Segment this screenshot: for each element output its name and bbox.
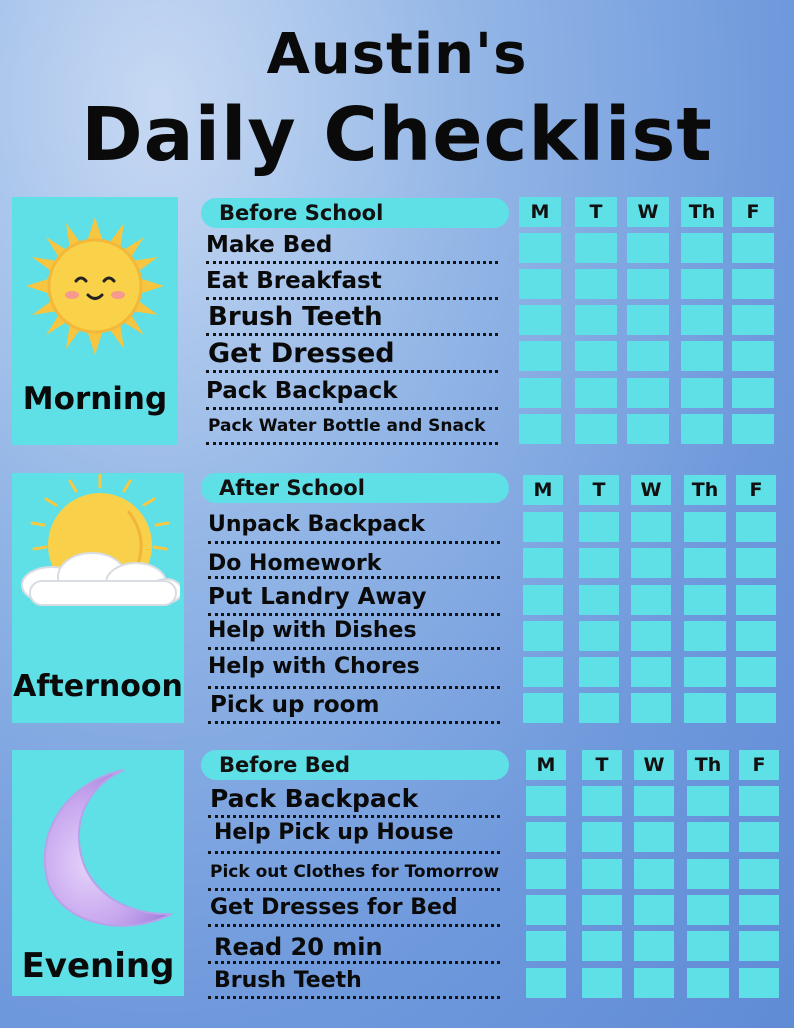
day-head-t: T [575, 197, 617, 227]
checkbox[interactable] [681, 305, 723, 335]
dotted-rule [208, 576, 500, 579]
morning-panel [12, 197, 178, 445]
checkbox[interactable] [681, 341, 723, 371]
checkbox[interactable] [582, 931, 622, 961]
day-head-f: F [732, 197, 774, 227]
checkbox[interactable] [736, 548, 776, 578]
checkbox[interactable] [519, 378, 561, 408]
day-head-f: F [736, 475, 776, 505]
task-brush-teeth: Brush Teeth [208, 302, 383, 332]
checkbox[interactable] [732, 233, 774, 263]
checkbox[interactable] [736, 657, 776, 687]
checkbox[interactable] [739, 859, 779, 889]
checkbox[interactable] [736, 621, 776, 651]
after-school-header: After School [201, 473, 509, 503]
checkbox[interactable] [575, 341, 617, 371]
dotted-rule [206, 370, 498, 373]
checkbox[interactable] [575, 414, 617, 444]
checkbox[interactable] [582, 786, 622, 816]
checkbox[interactable] [526, 931, 566, 961]
day-head-th: Th [684, 475, 726, 505]
checkbox[interactable] [627, 341, 669, 371]
checkbox[interactable] [526, 786, 566, 816]
checkbox[interactable] [575, 233, 617, 263]
checkbox[interactable] [732, 269, 774, 299]
checkbox[interactable] [739, 786, 779, 816]
title-line-2: Daily Checklist [81, 92, 713, 178]
evening-label: Evening [21, 946, 175, 986]
checkbox[interactable] [681, 414, 723, 444]
checkbox[interactable] [579, 693, 619, 723]
checkbox[interactable] [519, 414, 561, 444]
before-bed-header: Before Bed [201, 750, 509, 780]
checkbox[interactable] [739, 822, 779, 852]
checkbox[interactable] [631, 657, 671, 687]
checkbox[interactable] [634, 859, 674, 889]
dotted-rule [208, 996, 500, 999]
checkbox[interactable] [687, 931, 729, 961]
checkbox[interactable] [523, 657, 563, 687]
checkbox[interactable] [634, 895, 674, 925]
checkbox[interactable] [523, 548, 563, 578]
checkbox[interactable] [732, 378, 774, 408]
checkbox[interactable] [687, 822, 729, 852]
checkbox[interactable] [631, 512, 671, 542]
task-unpack-backpack: Unpack Backpack [208, 512, 426, 537]
task-help-with-chores: Help with Chores [208, 654, 420, 679]
day-head-w: W [631, 475, 671, 505]
checkbox[interactable] [526, 968, 566, 998]
checkbox[interactable] [579, 548, 619, 578]
day-head-w: W [634, 750, 674, 780]
checkbox[interactable] [687, 968, 729, 998]
morning-label: Morning [22, 381, 168, 417]
checkbox[interactable] [575, 378, 617, 408]
dotted-rule [206, 407, 498, 410]
day-head-m: M [519, 197, 561, 227]
task-put-laundry-away: Put Landry Away [208, 584, 427, 610]
dotted-rule [208, 961, 500, 964]
checkbox[interactable] [681, 378, 723, 408]
checkbox[interactable] [523, 512, 563, 542]
checkbox[interactable] [579, 512, 619, 542]
checkbox[interactable] [681, 233, 723, 263]
checkbox[interactable] [634, 786, 674, 816]
checkbox[interactable] [575, 305, 617, 335]
checkbox[interactable] [523, 621, 563, 651]
dotted-rule [208, 686, 500, 689]
checkbox[interactable] [687, 786, 729, 816]
checkbox[interactable] [579, 657, 619, 687]
day-head-m: M [526, 750, 566, 780]
task-make-bed: Make Bed [206, 232, 333, 258]
dotted-rule [208, 613, 500, 616]
checkbox[interactable] [631, 585, 671, 615]
dotted-rule [208, 924, 500, 927]
sun-icon [24, 215, 166, 357]
checkbox[interactable] [684, 585, 726, 615]
dotted-rule [208, 721, 500, 724]
checkbox[interactable] [519, 305, 561, 335]
task-get-dressed-for-bed: Get Dresses for Bed [210, 895, 458, 920]
task-pack-water-bottle: Pack Water Bottle and Snack [208, 416, 486, 436]
checkbox[interactable] [582, 822, 622, 852]
checkbox[interactable] [523, 585, 563, 615]
title-line-1: Austin's [266, 22, 528, 87]
checkbox[interactable] [519, 341, 561, 371]
checkbox[interactable] [526, 895, 566, 925]
dotted-rule [206, 261, 498, 264]
checkbox[interactable] [634, 968, 674, 998]
checkbox[interactable] [681, 269, 723, 299]
checkbox[interactable] [582, 859, 622, 889]
checkbox[interactable] [736, 512, 776, 542]
checkbox[interactable] [684, 512, 726, 542]
checkbox[interactable] [575, 269, 617, 299]
checkbox[interactable] [684, 621, 726, 651]
checkbox[interactable] [627, 305, 669, 335]
checkbox[interactable] [736, 585, 776, 615]
checkbox[interactable] [579, 621, 619, 651]
dotted-rule [208, 647, 500, 650]
day-head-w: W [627, 197, 669, 227]
day-head-f: F [739, 750, 779, 780]
checkbox[interactable] [627, 414, 669, 444]
checkbox[interactable] [582, 968, 622, 998]
day-head-t: T [579, 475, 619, 505]
checkbox[interactable] [739, 968, 779, 998]
checkbox[interactable] [687, 859, 729, 889]
task-brush-teeth-evening: Brush Teeth [214, 968, 362, 993]
task-help-with-dishes: Help with Dishes [208, 618, 417, 643]
day-head-th: Th [687, 750, 729, 780]
checkbox[interactable] [684, 657, 726, 687]
afternoon-panel [12, 473, 184, 723]
checkbox[interactable] [523, 693, 563, 723]
dotted-rule [208, 888, 500, 891]
task-pack-backpack: Pack Backpack [206, 378, 398, 404]
checkbox[interactable] [627, 233, 669, 263]
before-school-header: Before School [201, 198, 509, 228]
checkbox[interactable] [739, 931, 779, 961]
task-pick-up-room: Pick up room [210, 692, 380, 718]
checkbox[interactable] [684, 693, 726, 723]
checkbox[interactable] [631, 621, 671, 651]
task-pack-backpack-evening: Pack Backpack [210, 784, 419, 813]
dotted-rule [206, 297, 498, 300]
moon-icon [26, 764, 176, 934]
day-head-m: M [523, 475, 563, 505]
task-pick-out-clothes: Pick out Clothes for Tomorrow [210, 862, 500, 882]
checkbox[interactable] [634, 931, 674, 961]
checkbox[interactable] [634, 822, 674, 852]
checkbox[interactable] [631, 693, 671, 723]
dotted-rule [206, 442, 498, 445]
checkbox[interactable] [627, 269, 669, 299]
task-get-dressed: Get Dressed [208, 338, 395, 369]
task-eat-breakfast: Eat Breakfast [206, 268, 382, 294]
checkbox[interactable] [627, 378, 669, 408]
checkbox[interactable] [736, 693, 776, 723]
dotted-rule [208, 815, 500, 818]
checkbox[interactable] [526, 822, 566, 852]
afternoon-label: Afternoon [13, 669, 183, 704]
checkbox[interactable] [519, 233, 561, 263]
checkbox[interactable] [687, 895, 729, 925]
sun-cloud-icon [8, 473, 180, 613]
dotted-rule [206, 333, 498, 336]
dotted-rule [208, 541, 500, 544]
checkbox[interactable] [631, 548, 671, 578]
task-read-20-min: Read 20 min [214, 933, 383, 961]
checkbox[interactable] [582, 895, 622, 925]
task-help-pick-up-house: Help Pick up House [214, 820, 454, 845]
day-head-th: Th [681, 197, 723, 227]
evening-panel [12, 750, 184, 996]
checkbox[interactable] [732, 305, 774, 335]
dotted-rule [208, 851, 500, 854]
checkbox[interactable] [519, 269, 561, 299]
checkbox[interactable] [739, 895, 779, 925]
day-head-t: T [582, 750, 622, 780]
checkbox[interactable] [684, 548, 726, 578]
checkbox[interactable] [579, 585, 619, 615]
task-do-homework: Do Homework [208, 551, 382, 576]
checkbox[interactable] [732, 341, 774, 371]
checkbox[interactable] [732, 414, 774, 444]
checkbox[interactable] [526, 859, 566, 889]
